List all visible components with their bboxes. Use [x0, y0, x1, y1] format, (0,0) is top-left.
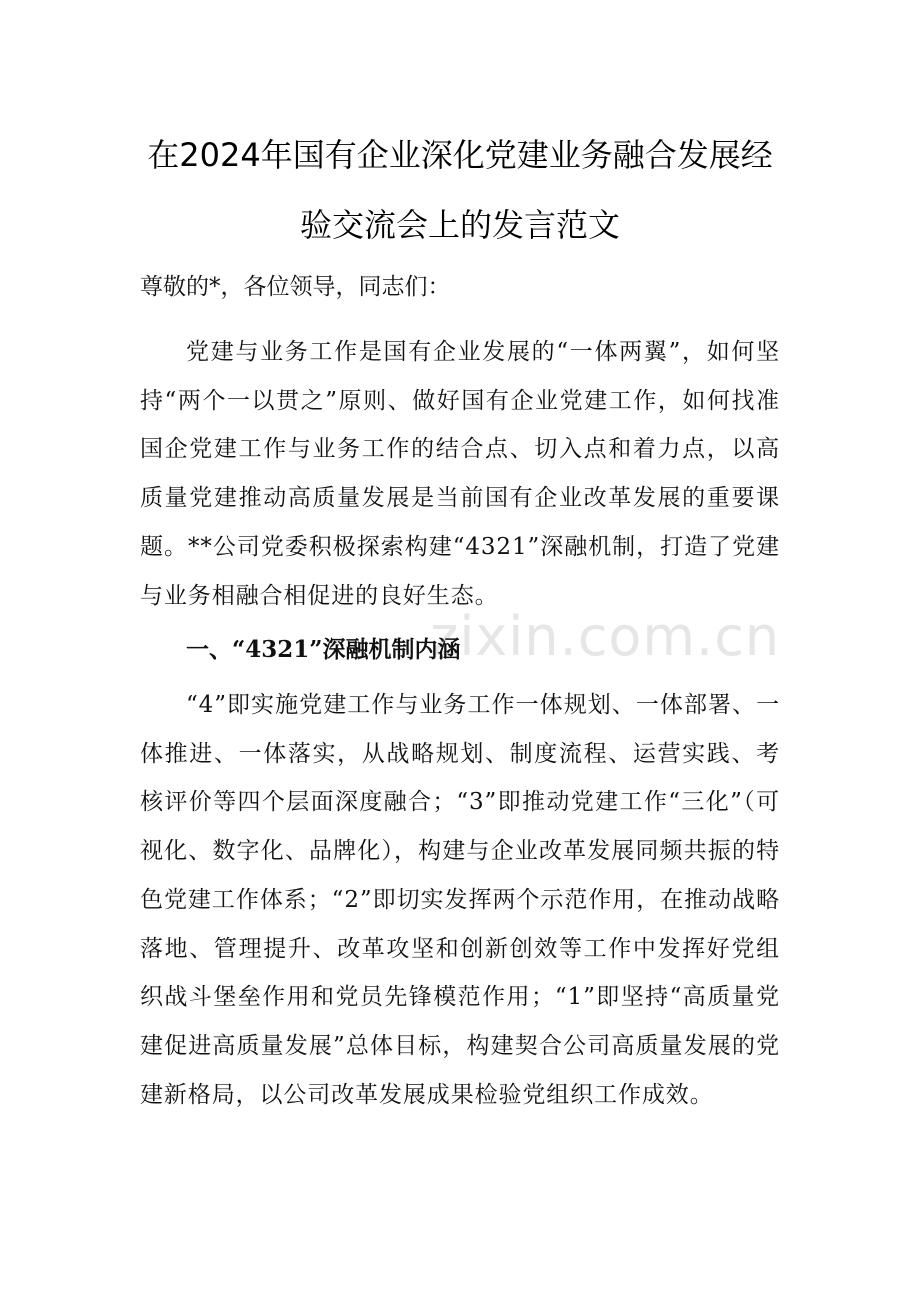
section-heading: 一、“4321”深融机制内涵: [186, 636, 461, 663]
salutation: 尊敬的*，各位领导，同志们：: [140, 274, 451, 300]
document-title-line-1: 在2024年国有企业深化党建业务融合发展经: [147, 136, 773, 174]
document-title-line-2: 验交流会上的发言范文: [299, 206, 620, 244]
paragraph-section-1: “4”即实施党建工作与业务工作一体规划、一体部署、一体推进、一体落实，从战略规划、制度流程、运营实践、考核评价等四个层面深度融合；“3”即推动党建工作“三化”（可视化、数字化、品牌化），构建与企业改革发展同频共振的特色党建工作体系；“2”即切实发挥两个示范作用，在推动战略落地、管理提升、改革攻坚和创新创效等工作中发挥好党组织战斗堡垒作用和党员先锋模范作用；“1”即坚持“高质量党建促进高质量发展”总体目标，构建契合公司高质量发展的党建新格局，以公司改革发展成果检验党组织工作成效。: [140, 692, 780, 1108]
watermark: zixin.com.cn: [430, 605, 781, 668]
paragraph-intro: 党建与业务工作是国有企业发展的“一体两翼”，如何坚持“两个一以贯之”原则、做好国有企业党建工作，如何找准国企党建工作与业务工作的结合点、切入点和着力点，以高质量党建推动高质量发展是当前国有企业改革发展的重要课题。**公司党委积极探索构建“4321”深融机制，打造了党建与业务相融合相促进的良好生态。: [140, 339, 780, 609]
